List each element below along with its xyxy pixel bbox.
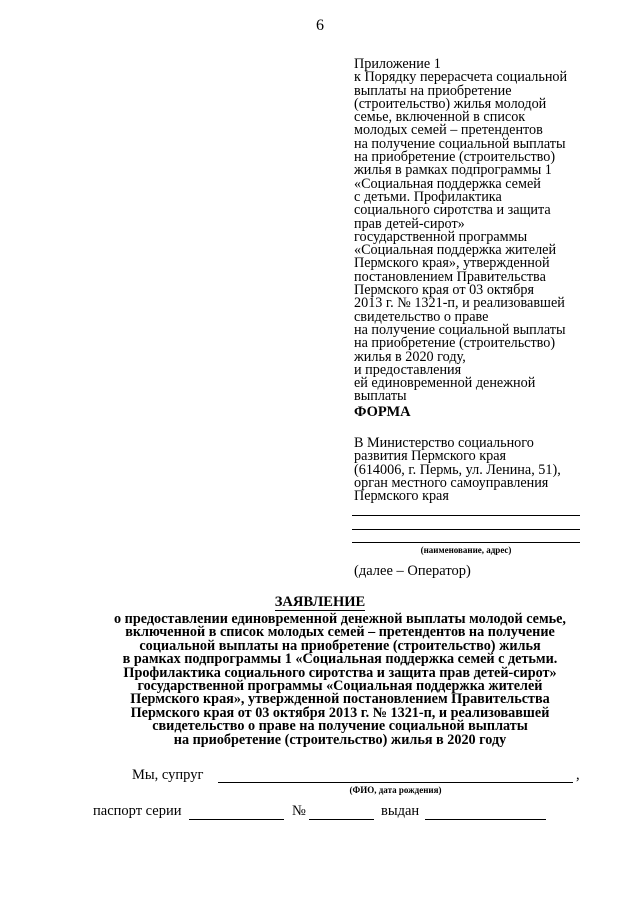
- appendix-line: на получение социальной выплаты: [354, 135, 566, 152]
- appendix-line: с детьми. Профилактика: [354, 188, 502, 205]
- form-label: ФОРМА: [354, 404, 411, 420]
- addressee-line: развития Пермского края: [354, 448, 507, 465]
- addressee-line: орган местного самоуправления: [354, 474, 549, 491]
- passport-number-label: №: [292, 803, 306, 819]
- passport-series-blank[interactable]: [189, 819, 284, 820]
- appendix-line: Приложение 1: [354, 56, 441, 72]
- addressee-line: (614006, г. Пермь, ул. Ленина, 51),: [354, 461, 561, 478]
- appendix-line: прав детей-сирот»: [354, 215, 465, 232]
- appendix-line: ей единовременной денежной: [354, 375, 536, 392]
- document-title-text: ЗАЯВЛЕНИЕ: [274, 594, 366, 610]
- appendix-line: Пермского края», утвержденной: [354, 255, 550, 272]
- addressee-blank-line-1: [352, 515, 580, 516]
- subtitle-line: включенной в список молодых семей – претендентов на получение: [125, 624, 555, 641]
- addressee-line: В Министерство социального: [354, 435, 534, 451]
- appendix-line: на приобретение (строительство): [354, 335, 556, 352]
- subtitle-line: свидетельство о праве на получение социальной выплаты: [152, 718, 528, 735]
- addressee-blank-line-3: [352, 542, 580, 543]
- appendix-line: Пермского края от 03 октября: [354, 282, 534, 299]
- appendix-line: к Порядку перерасчета социальной: [354, 69, 568, 86]
- appendix-line: выплаты на приобретение: [354, 82, 512, 99]
- issued-by-blank[interactable]: [425, 819, 546, 820]
- passport-series-label: паспорт серии: [93, 803, 182, 819]
- appendix-line: на приобретение (строительство): [354, 149, 556, 166]
- appendix-line: жилья в 2020 году,: [354, 348, 466, 365]
- appendix-line: жилья в рамках подпрограммы 1: [354, 162, 552, 179]
- name-address-caption: (наименование, адрес): [420, 545, 512, 555]
- addressee-block: [354, 437, 561, 503]
- appendix-line: «Социальная поддержка семей: [354, 175, 541, 192]
- fio-caption: (ФИО, дата рождения): [349, 785, 442, 795]
- subtitle-line: социальной выплаты на приобретение (строительство) жилья: [139, 637, 541, 654]
- appendix-line: государственной программы: [354, 228, 528, 245]
- appendix-line: (строительство) жилья молодой: [354, 95, 547, 112]
- subtitle-line: на приобретение (строительство) жилья в 2020 году: [173, 731, 507, 748]
- subtitle-line: Пермского края от 03 октября 2013 г. № 1321-п, и реализовавшей: [130, 704, 550, 721]
- subtitle-line: государственной программы «Социальная поддержка жителей: [137, 678, 543, 695]
- appendix-line: семье, включенной в список: [354, 109, 526, 126]
- subtitle-line: Пермского края», утвержденной постановлением Правительства: [130, 691, 550, 708]
- appendix-line: 2013 г. № 1321-п, и реализовавшей: [354, 295, 565, 312]
- subtitle-line: о предоставлении единовременной денежной выплаты молодой семье,: [114, 611, 566, 627]
- addressee-blank-line-2: [352, 529, 580, 530]
- appendix-line: свидетельство о праве: [354, 308, 489, 325]
- spouse-comma: ,: [576, 767, 580, 783]
- appendix-line: «Социальная поддержка жителей: [354, 242, 557, 259]
- spouse-label: Мы, супруг: [132, 767, 204, 783]
- page-number: 6: [316, 17, 324, 34]
- subtitle-line: в рамках подпрограммы 1 «Социальная поддержка семей с детьми.: [122, 651, 558, 668]
- spouse-fio-blank[interactable]: [218, 782, 573, 783]
- appendix-block: [354, 58, 594, 404]
- document-title: [0, 594, 640, 611]
- appendix-line: выплаты: [354, 388, 407, 405]
- passport-number-blank[interactable]: [309, 819, 374, 820]
- appendix-line: постановлением Правительства: [354, 268, 546, 285]
- appendix-line: и предоставления: [354, 361, 462, 378]
- appendix-line: социального сиротства и защита: [354, 202, 551, 219]
- document-subtitle: [60, 613, 620, 747]
- subtitle-line: Профилактика социального сиротства и защита прав детей-сирот»: [123, 664, 557, 681]
- issued-by-label: выдан: [381, 803, 420, 819]
- appendix-line: на получение социальной выплаты: [354, 321, 566, 338]
- operator-note: (далее – Оператор): [354, 563, 471, 579]
- addressee-line: Пермского края: [354, 488, 449, 505]
- appendix-line: молодых семей – претендентов: [354, 122, 543, 139]
